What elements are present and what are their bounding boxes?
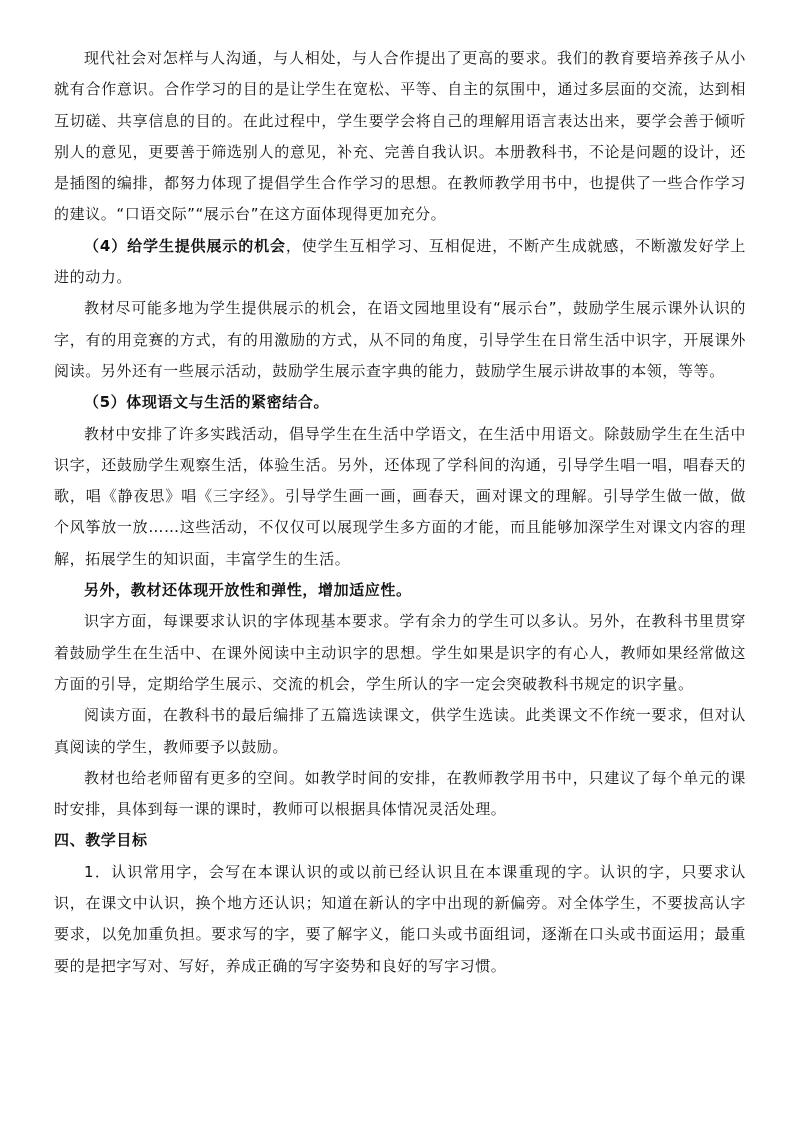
heading-item-5: （5）体现语文与生活的紧密结合。 [84, 393, 330, 412]
paragraph-cooperation: 现代社会对怎样与人沟通，与人相处，与人合作提出了更高的要求。我们的教育要培养孩子从小就有合作意识。合作学习的目的是让学生在宽松、平等、自主的氛围中，通过多层面的交流，达到相互切磋、共享信息的目的。在此过程中，学生要学会将自己的理解用语言表达出来，要学会善于倾听别人的意见，更要善于筛选别人的意见，补充、完善自我认识。本册教科书，不论是问题的设计，还是插图的编排，都努力体现了提倡学生合作学习的思想。在教师教学用书中，也提供了一些合作学习的建议。“口语交际”“展示台”在这方面体现得更加充分。 [54, 49, 746, 224]
paragraph-teacher-space: 教材也给老师留有更多的空间。如教学时间的安排，在教师教学用书中，只建议了每个单元的课时安排，具体到每一课的课时，教师可以根据具体情况灵活处理。 [54, 768, 746, 819]
paragraph-reading: 阅读方面，在教科书的最后编排了五篇选读课文，供学生选读。此类课文不作统一要求，但对认真阅读的学生，教师要予以鼓励。 [54, 706, 746, 756]
paragraph-literacy: 识字方面，每课要求认识的字体现基本要求。学有余力的学生可以多认。另外，在教科书里贯穿着鼓励学生在生活中、在课外阅读中主动识字的思想。学生如果是识字的有心人，教师如果经常做这方面的引导，定期给学生展示、交流的机会，学生所认的字一定会突破教科书规定的识字量。 [54, 612, 746, 693]
section-heading-teaching-goals: 四、教学目标 [54, 831, 148, 850]
heading-item-4-rest: ，使学生互相学习、互相促进，不断产生成就感，不断激发好学上进的动力。 [54, 236, 746, 287]
document-body [54, 43, 746, 982]
paragraph-life: 教材中安排了许多实践活动，倡导学生在生活中学语文，在生活中用语文。除鼓励学生在生活中识字，还鼓励学生观察生活，体验生活。另外，还体现了学科间的沟通，引导学生唱一唱，唱春天的歌，唱《静夜思》唱《三字经》。引导学生画一画，画春天，画对课文的理解。引导学生做一做，做个风筝放一放……这些活动，不仅仅可以展现学生多方面的才能，而且能够加深学生对课文内容的理解，拓展学生的知识面，丰富学生的生活。 [54, 424, 746, 568]
heading-openness: 另外，教材还体现开放性和弹性，增加适应性。 [84, 581, 412, 600]
heading-item-4-title: （4）给学生提供展示的机会 [84, 236, 286, 255]
paragraph-showcase: 教材尽可能多地为学生提供展示的机会，在语文园地里设有“展示台”，鼓励学生展示课外认识的字，有的用竞赛的方式，有的用激励的方式，从不同的角度，引导学生在日常生活中识字，开展课外阅读。另外还有一些展示活动，鼓励学生展示查字典的能力，鼓励学生展示讲故事的本领，等等。 [54, 299, 746, 380]
paragraph-goal-1: 1．认识常用字，会写在本课认识的或以前已经认识且在本课重现的字。认识的字，只要求认识，在课文中认识，换个地方还认识；知道在新认的字中出现的新偏旁。对全体学生，不要拔高认字要求，以免加重负担。要求写的字，要了解字义，能口头或书面组词，逐渐在口头或书面运用；最重要的是把字写对、写好，养成正确的写字姿势和良好的写字习惯。 [54, 862, 746, 975]
heading-item-4 [54, 231, 746, 294]
